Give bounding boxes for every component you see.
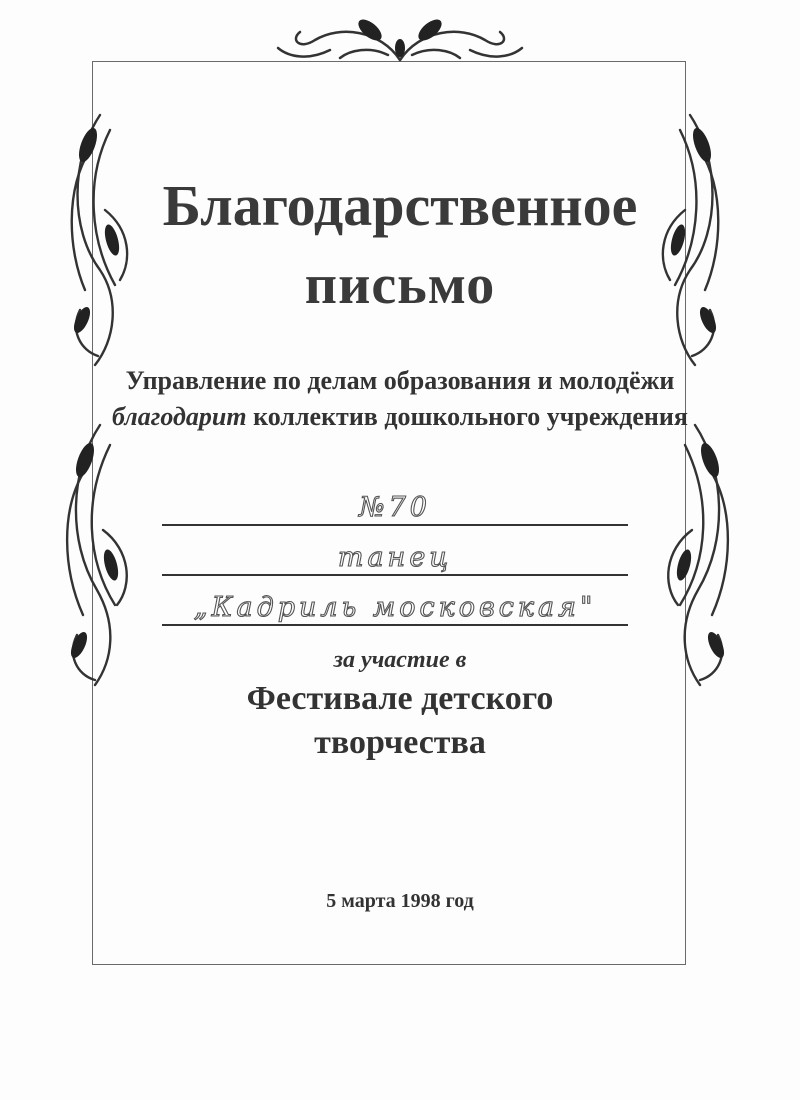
- handwritten-performance-title: „Кадриль московская": [193, 592, 597, 623]
- letter-date: 5 марта 1998 год: [326, 890, 474, 912]
- fill-line-institution: [162, 490, 628, 526]
- fill-line-category: [162, 540, 628, 576]
- intro-emphasis: благодарит: [112, 402, 247, 431]
- top-scroll-ornament: [270, 10, 530, 70]
- intro-paragraph: [100, 363, 700, 435]
- participation-text: за участие в: [333, 647, 467, 673]
- festival-name-line-1: Фестивале детского: [246, 680, 554, 717]
- intro-text-part-1: Управление по делам образования и молодёжи: [125, 366, 675, 395]
- festival-name-line-2: творчества: [314, 724, 486, 761]
- title-line-2: письмо: [304, 254, 496, 316]
- left-upper-scroll-ornament: [60, 110, 140, 370]
- fill-line-performance: [162, 590, 628, 626]
- handwritten-category: танец: [337, 542, 453, 573]
- handwritten-institution-number: №70: [359, 492, 431, 523]
- intro-text-part-2: коллектив дошкольного учреждения: [253, 402, 688, 431]
- right-upper-scroll-ornament: [650, 110, 730, 370]
- title-line-1: Благодарственное: [162, 173, 638, 238]
